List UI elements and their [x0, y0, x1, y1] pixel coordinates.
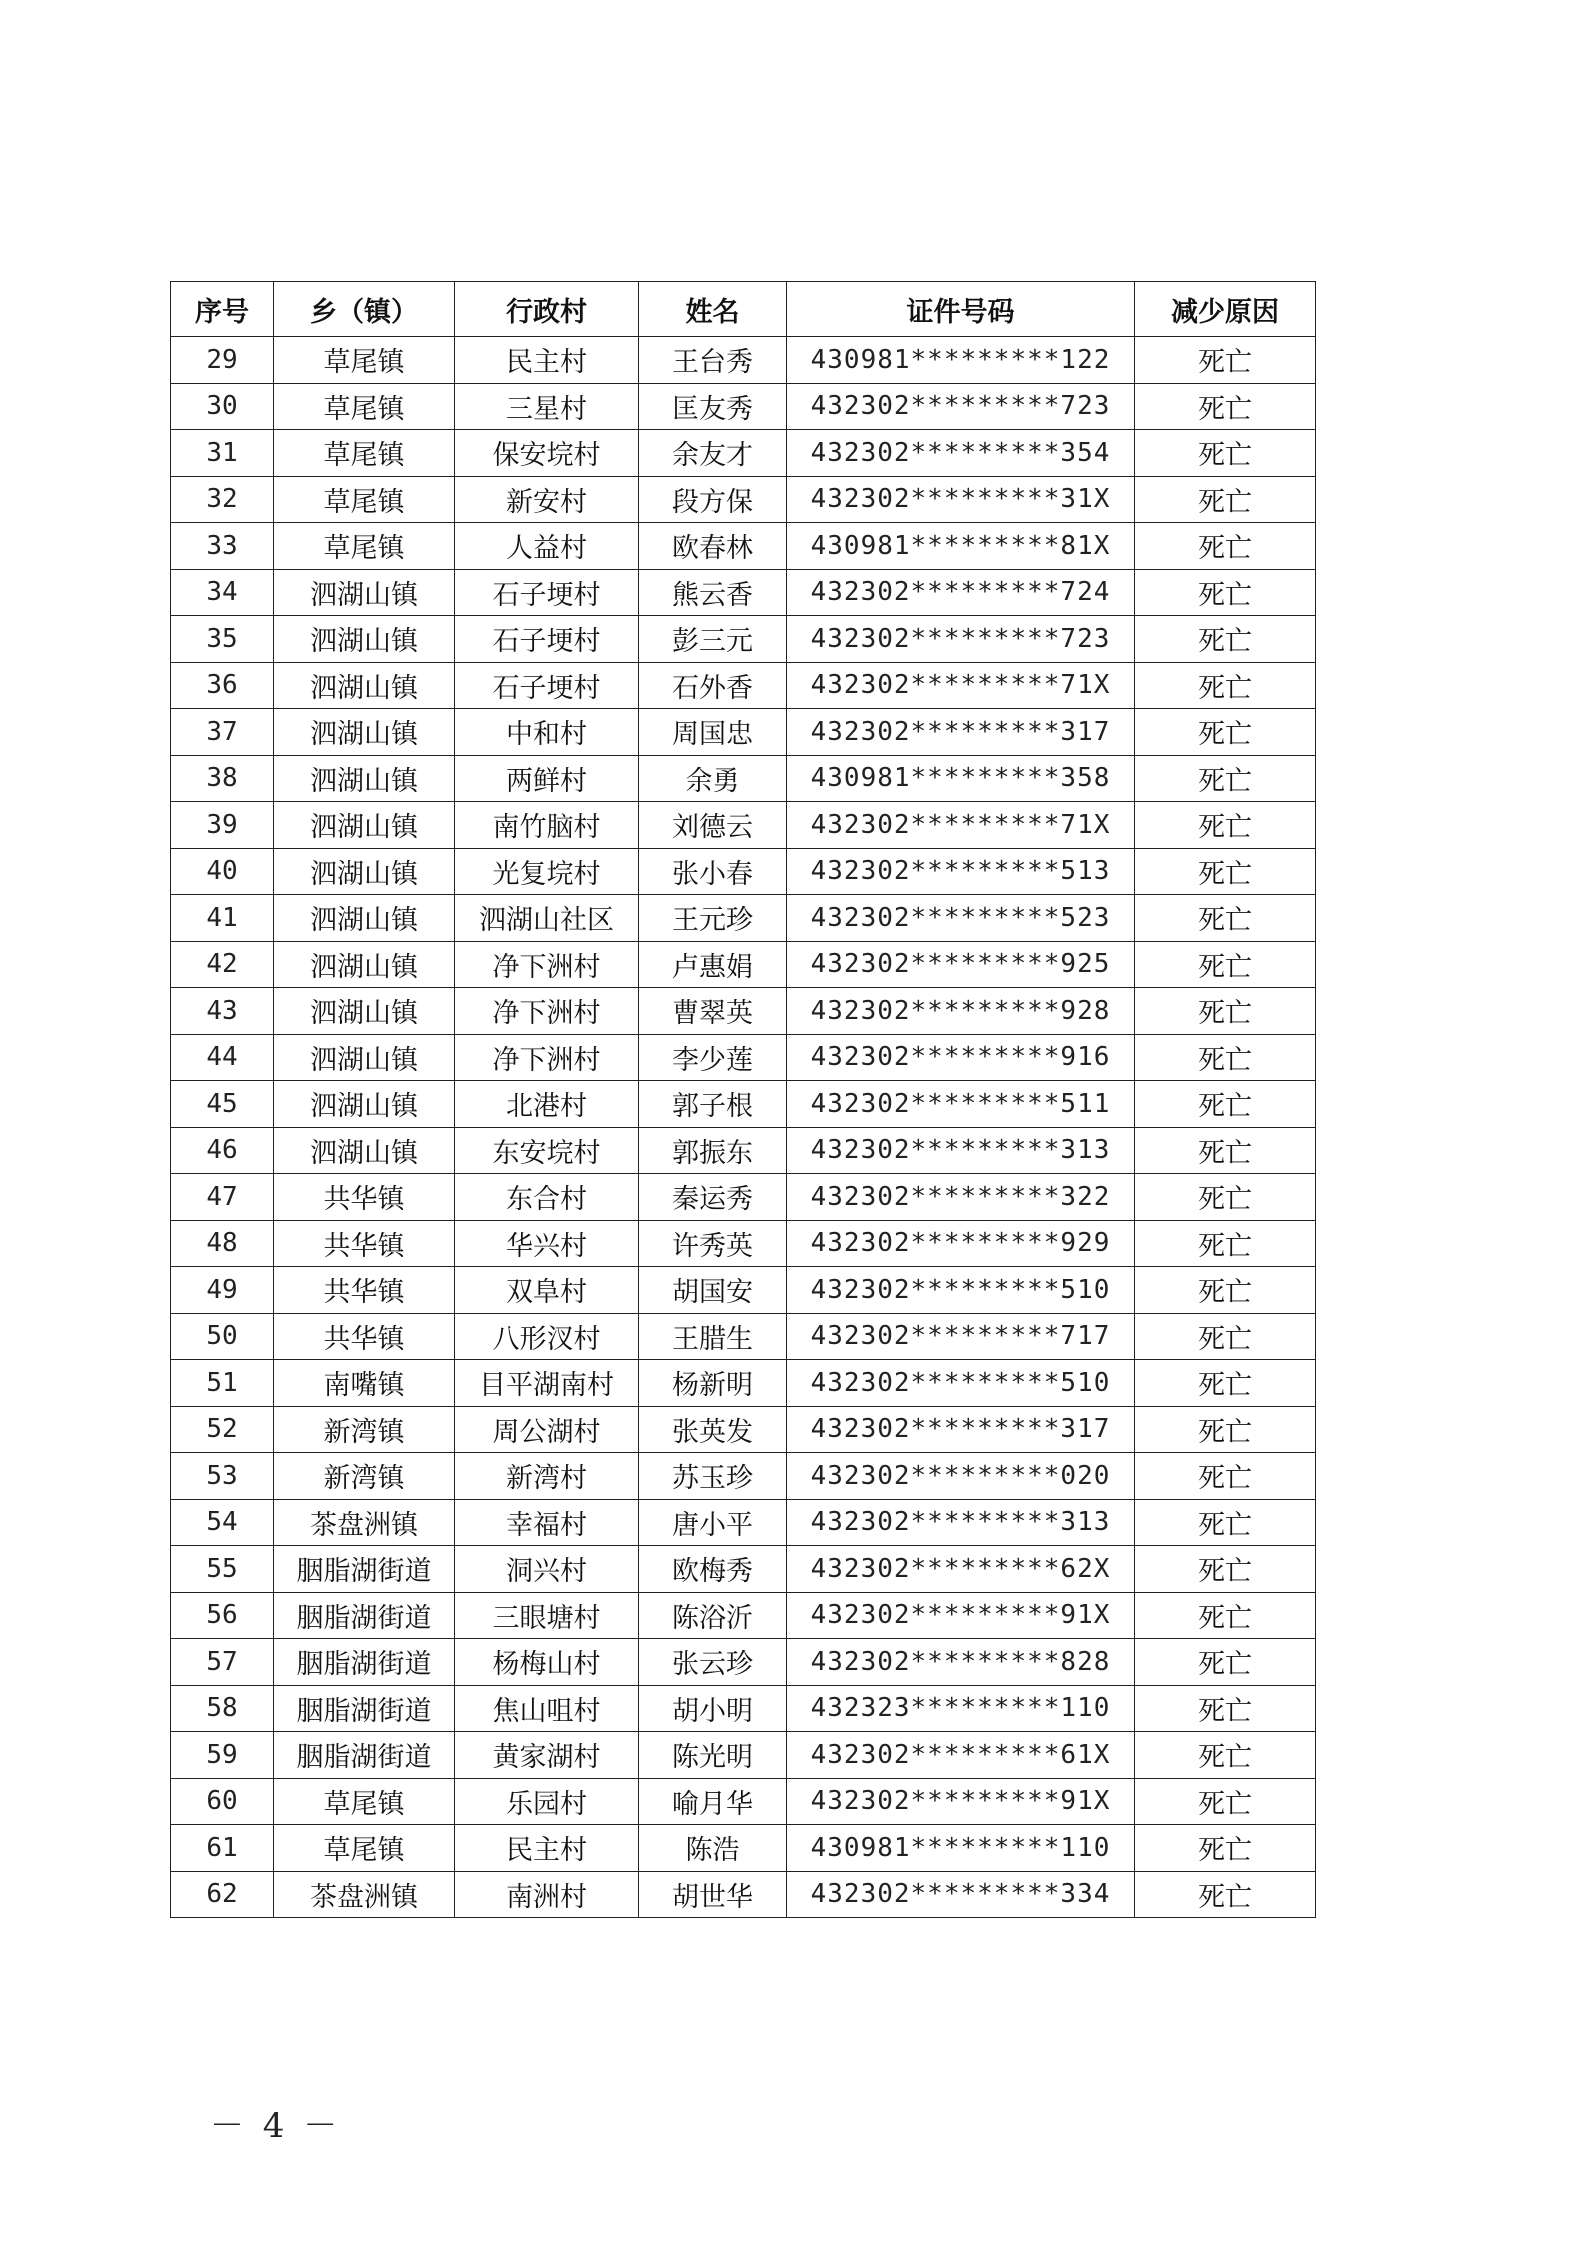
cell-village: 新安村 [455, 476, 639, 523]
cell-serial: 39 [171, 802, 274, 849]
cell-id-number: 432302*********334 [787, 1871, 1135, 1918]
cell-name: 王腊生 [639, 1313, 787, 1360]
cell-id-number: 432302*********317 [787, 709, 1135, 756]
cell-name: 张小春 [639, 848, 787, 895]
cell-name: 刘德云 [639, 802, 787, 849]
cell-id-number: 432302*********313 [787, 1127, 1135, 1174]
cell-name: 郭振东 [639, 1127, 787, 1174]
cell-reason: 死亡 [1135, 1220, 1316, 1267]
cell-village: 三星村 [455, 383, 639, 430]
cell-reason: 死亡 [1135, 1174, 1316, 1221]
cell-village: 石子埂村 [455, 569, 639, 616]
table-row [171, 476, 1316, 523]
table-row [171, 1174, 1316, 1221]
cell-reason: 死亡 [1135, 1499, 1316, 1546]
cell-serial: 34 [171, 569, 274, 616]
cell-id-number: 432302*********62X [787, 1546, 1135, 1593]
cell-reason: 死亡 [1135, 1546, 1316, 1593]
cell-serial: 61 [171, 1825, 274, 1872]
cell-serial: 29 [171, 337, 274, 384]
cell-name: 苏玉珍 [639, 1453, 787, 1500]
cell-serial: 54 [171, 1499, 274, 1546]
cell-reason: 死亡 [1135, 1034, 1316, 1081]
cell-serial: 51 [171, 1360, 274, 1407]
cell-reason: 死亡 [1135, 1825, 1316, 1872]
cell-village: 洞兴村 [455, 1546, 639, 1593]
cell-township: 共华镇 [274, 1174, 455, 1221]
table-row [171, 755, 1316, 802]
cell-reason: 死亡 [1135, 1453, 1316, 1500]
cell-id-number: 432302*********020 [787, 1453, 1135, 1500]
cell-township: 泗湖山镇 [274, 662, 455, 709]
cell-id-number: 432302*********91X [787, 1778, 1135, 1825]
cell-village: 净下洲村 [455, 941, 639, 988]
cell-serial: 58 [171, 1685, 274, 1732]
table-row [171, 1313, 1316, 1360]
cell-id-number: 432302*********513 [787, 848, 1135, 895]
cell-township: 共华镇 [274, 1267, 455, 1314]
cell-village: 乐园村 [455, 1778, 639, 1825]
cell-village: 南竹脑村 [455, 802, 639, 849]
table-row [171, 1499, 1316, 1546]
cell-name: 张英发 [639, 1406, 787, 1453]
cell-serial: 32 [171, 476, 274, 523]
cell-serial: 44 [171, 1034, 274, 1081]
cell-township: 草尾镇 [274, 523, 455, 570]
cell-village: 石子埂村 [455, 662, 639, 709]
cell-township: 胭脂湖街道 [274, 1546, 455, 1593]
cell-reason: 死亡 [1135, 1871, 1316, 1918]
cell-township: 泗湖山镇 [274, 1081, 455, 1128]
cell-serial: 53 [171, 1453, 274, 1500]
table-row [171, 1127, 1316, 1174]
cell-village: 焦山咀村 [455, 1685, 639, 1732]
cell-township: 新湾镇 [274, 1453, 455, 1500]
cell-township: 泗湖山镇 [274, 941, 455, 988]
table-row [171, 1592, 1316, 1639]
cell-name: 卢惠娟 [639, 941, 787, 988]
cell-serial: 48 [171, 1220, 274, 1267]
cell-serial: 35 [171, 616, 274, 663]
cell-reason: 死亡 [1135, 616, 1316, 663]
cell-village: 泗湖山社区 [455, 895, 639, 942]
cell-township: 草尾镇 [274, 383, 455, 430]
cell-village: 新湾村 [455, 1453, 639, 1500]
table-row [171, 1732, 1316, 1779]
header-reason: 减少原因 [1135, 282, 1316, 337]
cell-id-number: 432302*********71X [787, 662, 1135, 709]
cell-village: 中和村 [455, 709, 639, 756]
cell-reason: 死亡 [1135, 848, 1316, 895]
cell-name: 彭三元 [639, 616, 787, 663]
cell-name: 唐小平 [639, 1499, 787, 1546]
cell-name: 周国忠 [639, 709, 787, 756]
cell-serial: 42 [171, 941, 274, 988]
cell-id-number: 432302*********925 [787, 941, 1135, 988]
header-serial: 序号 [171, 282, 274, 337]
cell-village: 净下洲村 [455, 988, 639, 1035]
cell-id-number: 432302*********510 [787, 1267, 1135, 1314]
cell-reason: 死亡 [1135, 1732, 1316, 1779]
cell-township: 泗湖山镇 [274, 988, 455, 1035]
cell-serial: 33 [171, 523, 274, 570]
cell-id-number: 432302*********723 [787, 383, 1135, 430]
cell-name: 王元珍 [639, 895, 787, 942]
cell-serial: 50 [171, 1313, 274, 1360]
cell-reason: 死亡 [1135, 662, 1316, 709]
cell-id-number: 432302*********717 [787, 1313, 1135, 1360]
cell-serial: 30 [171, 383, 274, 430]
cell-name: 余勇 [639, 755, 787, 802]
cell-township: 共华镇 [274, 1220, 455, 1267]
table-row [171, 1685, 1316, 1732]
cell-name: 段方保 [639, 476, 787, 523]
table-row [171, 383, 1316, 430]
cell-township: 泗湖山镇 [274, 895, 455, 942]
cell-reason: 死亡 [1135, 802, 1316, 849]
table-row [171, 895, 1316, 942]
cell-serial: 62 [171, 1871, 274, 1918]
cell-id-number: 432302*********828 [787, 1639, 1135, 1686]
cell-serial: 40 [171, 848, 274, 895]
table-row [171, 988, 1316, 1035]
cell-village: 黄家湖村 [455, 1732, 639, 1779]
cell-serial: 37 [171, 709, 274, 756]
cell-township: 茶盘洲镇 [274, 1499, 455, 1546]
cell-village: 目平湖南村 [455, 1360, 639, 1407]
cell-village: 东合村 [455, 1174, 639, 1221]
table-row [171, 802, 1316, 849]
cell-id-number: 432302*********724 [787, 569, 1135, 616]
cell-township: 南嘴镇 [274, 1360, 455, 1407]
cell-township: 草尾镇 [274, 1778, 455, 1825]
cell-name: 李少莲 [639, 1034, 787, 1081]
cell-serial: 59 [171, 1732, 274, 1779]
table-row [171, 1453, 1316, 1500]
cell-township: 泗湖山镇 [274, 616, 455, 663]
cell-id-number: 430981*********358 [787, 755, 1135, 802]
cell-id-number: 432302*********313 [787, 1499, 1135, 1546]
cell-village: 民主村 [455, 337, 639, 384]
cell-township: 胭脂湖街道 [274, 1639, 455, 1686]
cell-reason: 死亡 [1135, 476, 1316, 523]
cell-village: 南洲村 [455, 1871, 639, 1918]
cell-township: 草尾镇 [274, 337, 455, 384]
cell-township: 泗湖山镇 [274, 569, 455, 616]
table-row [171, 1546, 1316, 1593]
cell-village: 民主村 [455, 1825, 639, 1872]
header-township: 乡（镇） [274, 282, 455, 337]
cell-name: 熊云香 [639, 569, 787, 616]
cell-id-number: 432302*********31X [787, 476, 1135, 523]
cell-township: 泗湖山镇 [274, 1034, 455, 1081]
cell-name: 郭子根 [639, 1081, 787, 1128]
cell-village: 北港村 [455, 1081, 639, 1128]
cell-id-number: 432302*********317 [787, 1406, 1135, 1453]
cell-reason: 死亡 [1135, 1267, 1316, 1314]
cell-township: 泗湖山镇 [274, 848, 455, 895]
cell-township: 泗湖山镇 [274, 755, 455, 802]
cell-township: 草尾镇 [274, 1825, 455, 1872]
table-header [171, 282, 1316, 337]
cell-reason: 死亡 [1135, 383, 1316, 430]
cell-id-number: 432323*********110 [787, 1685, 1135, 1732]
cell-reason: 死亡 [1135, 941, 1316, 988]
cell-name: 许秀英 [639, 1220, 787, 1267]
cell-serial: 57 [171, 1639, 274, 1686]
cell-serial: 36 [171, 662, 274, 709]
header-name: 姓名 [639, 282, 787, 337]
cell-village: 周公湖村 [455, 1406, 639, 1453]
cell-village: 幸福村 [455, 1499, 639, 1546]
cell-village: 保安垸村 [455, 430, 639, 477]
cell-reason: 死亡 [1135, 1406, 1316, 1453]
cell-name: 石外香 [639, 662, 787, 709]
table-row [171, 941, 1316, 988]
cell-name: 曹翠英 [639, 988, 787, 1035]
cell-township: 茶盘洲镇 [274, 1871, 455, 1918]
cell-serial: 56 [171, 1592, 274, 1639]
cell-name: 陈浴沂 [639, 1592, 787, 1639]
cell-village: 东安垸村 [455, 1127, 639, 1174]
cell-reason: 死亡 [1135, 1778, 1316, 1825]
cell-village: 杨梅山村 [455, 1639, 639, 1686]
cell-reason: 死亡 [1135, 755, 1316, 802]
cell-village: 石子埂村 [455, 616, 639, 663]
cell-name: 欧春林 [639, 523, 787, 570]
cell-serial: 41 [171, 895, 274, 942]
cell-name: 张云珍 [639, 1639, 787, 1686]
cell-reason: 死亡 [1135, 430, 1316, 477]
cell-name: 王台秀 [639, 337, 787, 384]
table-row [171, 1825, 1316, 1872]
cell-serial: 60 [171, 1778, 274, 1825]
cell-reason: 死亡 [1135, 1592, 1316, 1639]
cell-township: 泗湖山镇 [274, 1127, 455, 1174]
table-row [171, 1406, 1316, 1453]
cell-name: 匡友秀 [639, 383, 787, 430]
table-row [171, 569, 1316, 616]
cell-serial: 46 [171, 1127, 274, 1174]
table-row [171, 1778, 1316, 1825]
cell-name: 胡小明 [639, 1685, 787, 1732]
header-village: 行政村 [455, 282, 639, 337]
cell-township: 泗湖山镇 [274, 709, 455, 756]
table-row [171, 709, 1316, 756]
cell-reason: 死亡 [1135, 895, 1316, 942]
cell-reason: 死亡 [1135, 569, 1316, 616]
table-row [171, 662, 1316, 709]
cell-reason: 死亡 [1135, 1127, 1316, 1174]
cell-reason: 死亡 [1135, 523, 1316, 570]
table-row [171, 337, 1316, 384]
cell-name: 陈光明 [639, 1732, 787, 1779]
cell-village: 三眼塘村 [455, 1592, 639, 1639]
cell-id-number: 432302*********322 [787, 1174, 1135, 1221]
table-row [171, 1871, 1316, 1918]
cell-name: 胡世华 [639, 1871, 787, 1918]
cell-id-number: 432302*********523 [787, 895, 1135, 942]
cell-village: 华兴村 [455, 1220, 639, 1267]
cell-id-number: 430981*********122 [787, 337, 1135, 384]
page-number: － 4 － [210, 2106, 342, 2146]
table-row [171, 1220, 1316, 1267]
table-row [171, 430, 1316, 477]
cell-name: 杨新明 [639, 1360, 787, 1407]
cell-id-number: 432302*********510 [787, 1360, 1135, 1407]
table-row [171, 848, 1316, 895]
cell-reason: 死亡 [1135, 1639, 1316, 1686]
cell-village: 人益村 [455, 523, 639, 570]
cell-township: 共华镇 [274, 1313, 455, 1360]
table-row [171, 1360, 1316, 1407]
table-row [171, 616, 1316, 663]
reduction-roster-table [170, 281, 1316, 1918]
cell-township: 胭脂湖街道 [274, 1592, 455, 1639]
cell-id-number: 432302*********354 [787, 430, 1135, 477]
cell-id-number: 432302*********929 [787, 1220, 1135, 1267]
cell-serial: 43 [171, 988, 274, 1035]
table-row [171, 1034, 1316, 1081]
cell-serial: 52 [171, 1406, 274, 1453]
cell-id-number: 432302*********71X [787, 802, 1135, 849]
cell-reason: 死亡 [1135, 709, 1316, 756]
cell-name: 胡国安 [639, 1267, 787, 1314]
cell-village: 双阜村 [455, 1267, 639, 1314]
cell-name: 陈浩 [639, 1825, 787, 1872]
table-body [171, 337, 1316, 1918]
cell-serial: 55 [171, 1546, 274, 1593]
header-id-number: 证件号码 [787, 282, 1135, 337]
cell-serial: 45 [171, 1081, 274, 1128]
cell-reason: 死亡 [1135, 337, 1316, 384]
cell-township: 泗湖山镇 [274, 802, 455, 849]
cell-id-number: 432302*********511 [787, 1081, 1135, 1128]
cell-township: 草尾镇 [274, 430, 455, 477]
cell-id-number: 430981*********110 [787, 1825, 1135, 1872]
cell-serial: 49 [171, 1267, 274, 1314]
header-row [171, 282, 1316, 337]
cell-name: 喻月华 [639, 1778, 787, 1825]
cell-name: 欧梅秀 [639, 1546, 787, 1593]
cell-id-number: 432302*********91X [787, 1592, 1135, 1639]
cell-township: 胭脂湖街道 [274, 1685, 455, 1732]
table-row [171, 1081, 1316, 1128]
cell-reason: 死亡 [1135, 988, 1316, 1035]
table-row [171, 523, 1316, 570]
table-row [171, 1639, 1316, 1686]
cell-village: 净下洲村 [455, 1034, 639, 1081]
cell-reason: 死亡 [1135, 1081, 1316, 1128]
cell-village: 八形汊村 [455, 1313, 639, 1360]
cell-township: 新湾镇 [274, 1406, 455, 1453]
cell-id-number: 430981*********81X [787, 523, 1135, 570]
cell-id-number: 432302*********928 [787, 988, 1135, 1035]
cell-id-number: 432302*********916 [787, 1034, 1135, 1081]
cell-township: 草尾镇 [274, 476, 455, 523]
cell-reason: 死亡 [1135, 1360, 1316, 1407]
cell-id-number: 432302*********61X [787, 1732, 1135, 1779]
cell-id-number: 432302*********723 [787, 616, 1135, 663]
cell-reason: 死亡 [1135, 1313, 1316, 1360]
cell-serial: 38 [171, 755, 274, 802]
cell-township: 胭脂湖街道 [274, 1732, 455, 1779]
table-row [171, 1267, 1316, 1314]
cell-name: 余友才 [639, 430, 787, 477]
cell-serial: 31 [171, 430, 274, 477]
cell-name: 秦运秀 [639, 1174, 787, 1221]
cell-serial: 47 [171, 1174, 274, 1221]
cell-village: 光复垸村 [455, 848, 639, 895]
cell-reason: 死亡 [1135, 1685, 1316, 1732]
cell-village: 两鲜村 [455, 755, 639, 802]
